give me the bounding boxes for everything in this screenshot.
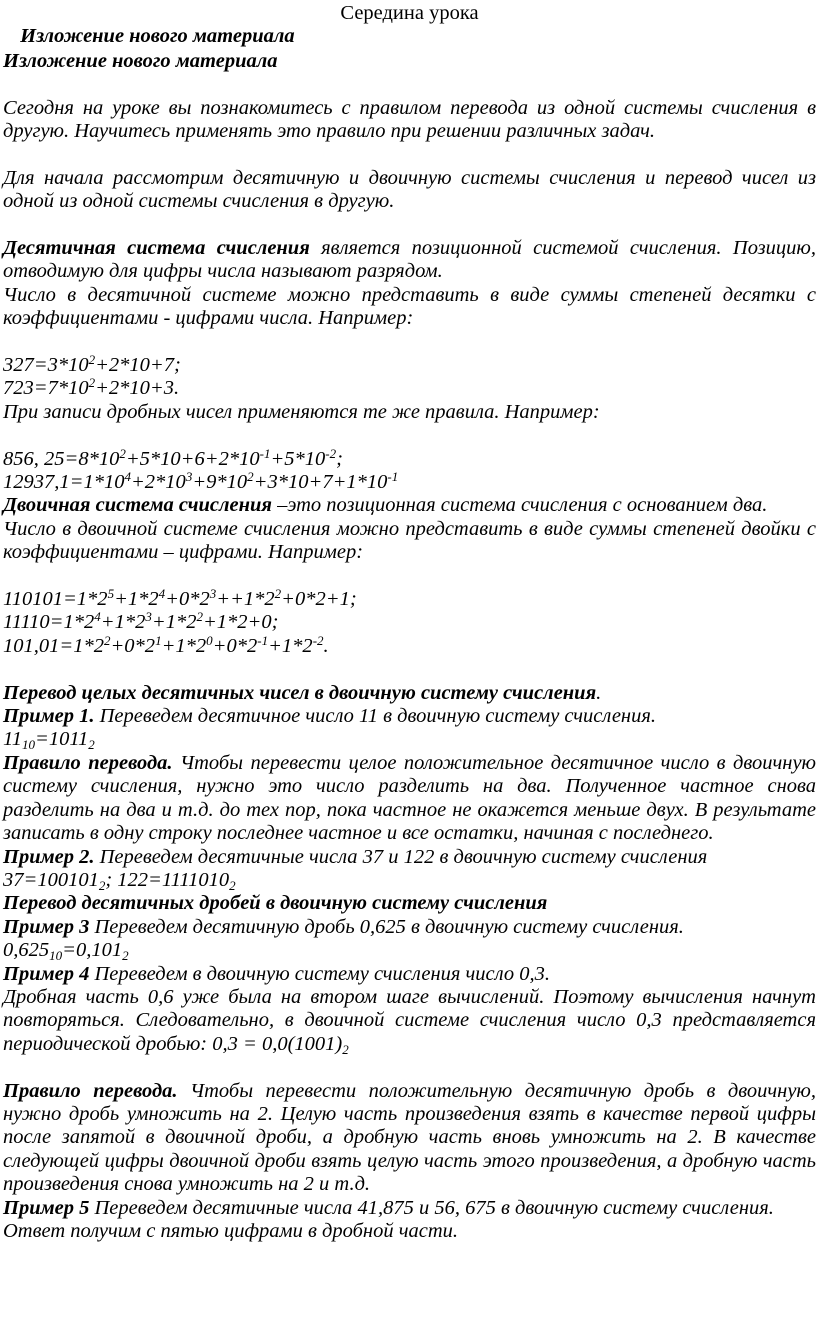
integers-rule: Правило перевода. Чтобы перевести целое положительное десятичное число в двоичную систему счисления, нужно это число разделить на два. Полученное частное снова разделить на два и т.д. до тех пор, пока частное не окажется меньше двух. В результате записать в одну строку последнее частное и все остатки, начиная с последнего. [3,750,816,844]
example-3: Пример 3 Переведем десятичную дробь 0,625 в двоичную систему счисления. [3,914,684,937]
binary-definition: Двоичная система счисления –это позиционная система счисления с основанием два. [3,493,768,516]
fractions-rule: Правило перевода. Чтобы перевести положительную десятичную дробь в двоичную, нужно дробь умножить на 2. Целую часть произведения взять в качестве первой цифры после запятой в двоичной дроби, а дробную часть вновь умножить на 2. В качестве следующей цифры двоичной дроби взять целую часть этого произведения, а дробную часть произведения снова умножить на 2 и т.д. [3,1078,816,1195]
decimal-example-4: $12937,1=1*10^4+2*10^3+9*10^2+3*10+7+1*10^{-1}$ [3,468,399,493]
example-2-result: $37=100101_2$; $122=1111010_2$ [3,867,236,892]
integers-heading: Перевод целых десятичных чисел в двоичную систему счисления. [3,680,602,703]
decimal-fraction-text: При записи дробных чисел применяются те же правила. Например: [3,399,600,422]
section-heading: Изложение нового материала [3,25,816,49]
document-page [3,2,816,1243]
intro-paragraph-2: Для начала рассмотрим десятичную и двоичную системы счисления и перевод чисел из одной из одной системы счисления в другую. [3,165,816,212]
binary-example-2: $11110=1*2^4+1*2^3+1*2^2+1*2+0$; [3,608,279,633]
example-1-result: $11_{10}=1011_2$ [3,727,95,752]
binary-sum-text: Число в двоичной системе счисления можно представить в виде суммы степеней двойки с коэффициентами – цифрами. Например: [3,516,816,563]
decimal-example-2: $723=7*10^2+2*10+3$. [3,374,180,399]
example-3-result: $0,625_{10}=0,101_2$ [3,938,129,963]
intro-paragraph-1: Сегодня на уроке вы познакомитесь с правилом перевода из одной системы счисления в другую. Научитесь применять это правило при решении различных задач. [3,95,816,142]
example-4-explanation: Дробная часть 0,6 уже была на втором шаге вычислений. Поэтому вычисления начнут повторяться. Следовательно, в двоичной системе счисления число 0,3 представляется периодической дробью: $0,3 = 0,0(1001)_2$ [3,984,816,1056]
example-1: Пример 1. Переведем десятичное число 11 в двоичную систему счисления. [3,704,657,727]
example-2: Пример 2. Переведем десятичные числа 37 и 122 в двоичную систему счисления [3,844,708,867]
fractions-heading: Перевод десятичных дробей в двоичную систему счисления [3,891,548,914]
page-title: Середина урока [340,2,479,24]
binary-example-3: $101,01=1*2^2+0*2^1+1*2^0+0*2^{-1}+1*2^{-2}$. [3,631,329,656]
example-5: Пример 5 Переведем десятичные числа 41,875 и 56, 675 в двоичную систему счисления. [3,1195,774,1218]
decimal-definition: Десятичная система счисления является позиционной системой счисления. Позицию, отводимую для цифры числа называют разрядом. [3,236,816,282]
decimal-sum-text: Число в десятичной системе можно представить в виде суммы степеней десятки с коэффициентами - цифрами числа. Например: [3,282,816,329]
section-heading-repeat: Изложение нового материала [3,48,278,71]
example-4: Пример 4 Переведем в двоичную систему счисления число 0,3. [3,961,550,984]
decimal-example-1: $327=3*10^2+2*10+7$; [3,351,181,376]
bullet-icon [3,26,15,49]
binary-example-1: $110101=1*2^5+1*2^4+0*2^3++1*2^2+0*2+1$; [3,585,357,610]
example-5-answer: Ответ получим с пятью цифрами в дробной части. [3,1219,459,1241]
decimal-example-3: 856, $25=8*10^2+5*10+6+2*10^{-1}+5*10^{-2}$; [3,444,343,469]
